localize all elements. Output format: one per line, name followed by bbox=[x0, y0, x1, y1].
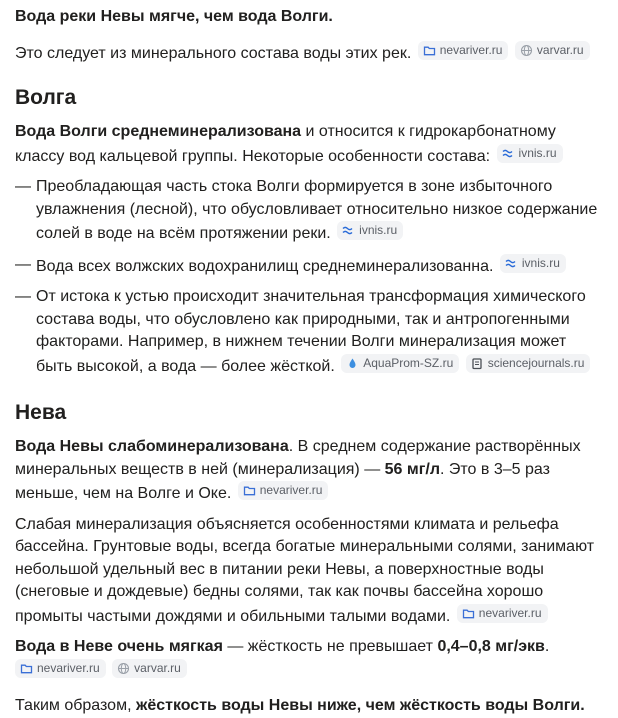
source-label: nevariver.ru bbox=[37, 660, 100, 675]
globe-icon bbox=[117, 662, 130, 675]
list-item bbox=[15, 176, 604, 246]
dash-marker: — bbox=[15, 288, 31, 305]
source-chip-nevariver[interactable] bbox=[457, 604, 548, 623]
folder-icon bbox=[20, 662, 33, 675]
intro-text: Это следует из минерального состава воды этих рек. bbox=[15, 44, 412, 62]
neva-text: Слабая минерализация объясняется особенностями климата и рельефа бассейна. Грунтовые воды, всегда богатые минеральными солями, занимают небольшой удельный вес в питании реки Невы, а поверхностные воды (снеговые и дождевые) бедны солями, так как почвы бассейна хорошо промыты частыми дождями и обильными талыми водами. bbox=[15, 515, 595, 625]
intro-heading: Вода реки Невы мягче, чем вода Волги. bbox=[15, 8, 333, 25]
neva-bold-text: Вода Невы слабоминерализована bbox=[15, 438, 289, 455]
source-chip-aquaprom[interactable] bbox=[341, 354, 459, 373]
folder-icon bbox=[243, 484, 256, 497]
globe-icon bbox=[520, 44, 533, 57]
ivnis-icon bbox=[505, 257, 518, 270]
source-chip-varvar[interactable] bbox=[515, 41, 590, 60]
source-label: ivnis.ru bbox=[359, 223, 398, 237]
source-label: sciencejournals.ru bbox=[487, 355, 585, 370]
source-chip-ivnis[interactable] bbox=[497, 144, 563, 163]
source-label: nevariver.ru bbox=[259, 483, 323, 497]
source-label: ivnis.ru bbox=[521, 255, 560, 270]
neva-bold-text: Вода в Неве очень мягкая bbox=[15, 638, 223, 655]
source-chip-varvar[interactable] bbox=[112, 659, 187, 678]
neva-text: . В среднем содержание растворённых минеральных веществ в ней (минерализация) — bbox=[15, 438, 581, 478]
list-item bbox=[15, 254, 604, 279]
section-title-volga: Волга bbox=[15, 86, 77, 109]
journal-icon bbox=[471, 357, 484, 370]
volga-list bbox=[15, 176, 604, 378]
neva-paragraph-2 bbox=[15, 514, 604, 629]
source-label: AquaProm-SZ.ru bbox=[363, 355, 454, 370]
volga-paragraph bbox=[15, 121, 604, 168]
folder-icon bbox=[462, 607, 475, 620]
mineralization-value: 56 мг/л bbox=[384, 460, 441, 478]
section-title-neva: Нева bbox=[15, 401, 67, 424]
conclusion-paragraph bbox=[15, 695, 604, 718]
source-label: varvar.ru bbox=[536, 42, 584, 57]
ivnis-icon bbox=[502, 147, 515, 160]
volga-text: и относится к гидрокарбонатному классу вод кальцевой группы. Некоторые особенности состава: bbox=[15, 123, 556, 165]
source-chip-sciencejournals[interactable] bbox=[466, 354, 591, 373]
source-label: ivnis.ru bbox=[518, 145, 557, 160]
list-item-text: Вода всех волжских водохранилищ среднеминерализованна. bbox=[36, 257, 494, 275]
ivnis-icon bbox=[342, 224, 355, 237]
list-item-text: Преобладающая часть стока Волги формируется в зоне избыточного увлажнения (лесной), что обусловливает относительно низкое содержание солей в воде на всём протяжении реки. bbox=[36, 178, 598, 242]
neva-text: — жёсткость не превышает bbox=[222, 638, 438, 655]
source-label: nevariver.ru bbox=[478, 605, 542, 620]
neva-text: . Это в 3–5 раз меньше, чем на Волге и Оке. bbox=[15, 460, 550, 502]
source-chip-nevariver[interactable] bbox=[418, 41, 509, 60]
hardness-value: 0,4–0,8 мг/экв bbox=[437, 638, 545, 655]
source-label: nevariver.ru bbox=[439, 42, 503, 57]
source-chip-nevariver[interactable] bbox=[238, 481, 329, 500]
intro-paragraph bbox=[15, 41, 604, 66]
folder-icon bbox=[423, 44, 436, 57]
source-chip-ivnis[interactable] bbox=[500, 254, 566, 273]
conclusion-text: Таким образом, bbox=[15, 697, 136, 714]
source-chip-ivnis[interactable] bbox=[337, 221, 403, 240]
conclusion-bold-text: жёсткость воды Невы ниже, чем жёсткость воды Волги. bbox=[135, 697, 585, 714]
source-label: varvar.ru bbox=[134, 660, 181, 675]
neva-text: . bbox=[544, 638, 550, 655]
neva-paragraph-1 bbox=[15, 436, 604, 506]
source-chip-nevariver[interactable] bbox=[15, 659, 106, 678]
list-item-text: От истока к устью происходит значительная трансформация химического состава воды, что обусловлено как природными, так и антропогенными факторами. Например, в нижнем течении Волги минерализация может быть высокой, а вода — более жёсткой. bbox=[36, 288, 586, 375]
droplet-icon bbox=[346, 357, 359, 370]
dash-marker: — bbox=[15, 255, 31, 273]
dash-marker: — bbox=[15, 178, 31, 195]
neva-paragraph-3 bbox=[15, 636, 604, 683]
volga-bold-text: Вода Волги среднеминерализована bbox=[15, 123, 302, 140]
list-item bbox=[15, 286, 604, 378]
